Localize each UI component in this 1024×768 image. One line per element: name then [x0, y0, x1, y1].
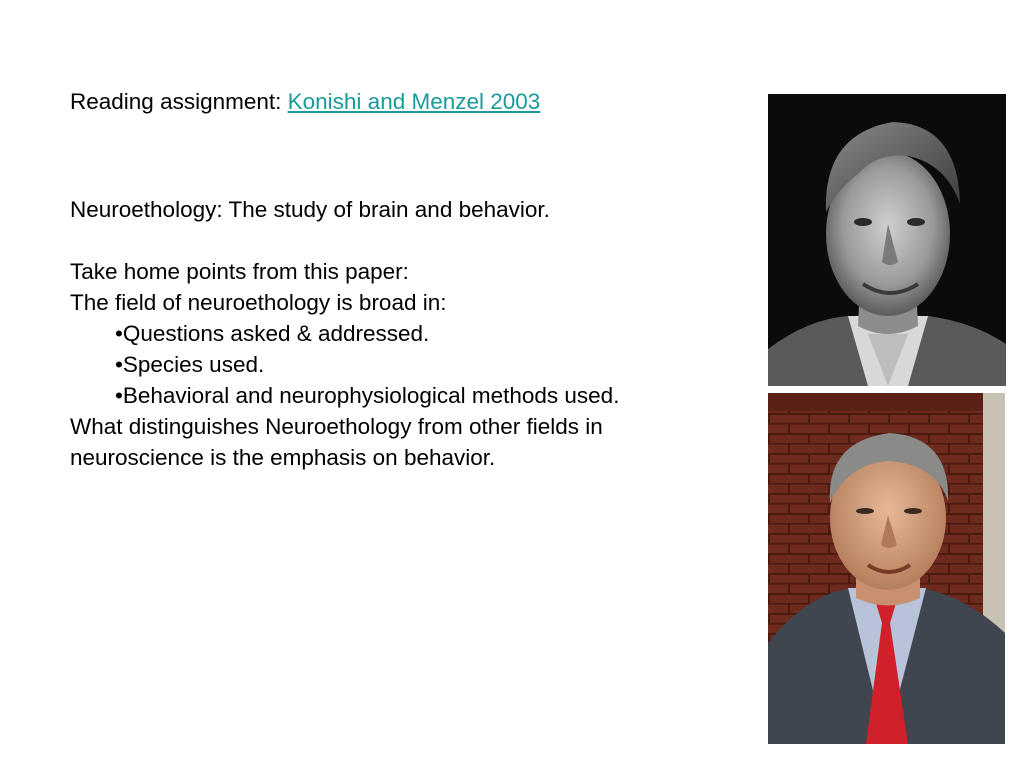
- conclusion-line-2: neuroscience is the emphasis on behavior.: [70, 445, 496, 470]
- portrait-bottom-illustration: [768, 393, 1005, 744]
- portrait-photo-bottom: [768, 393, 1005, 744]
- definition-line: Neuroethology: The study of brain and behavior.: [70, 197, 550, 222]
- broad-intro: The field of neuroethology is broad in:: [70, 290, 447, 315]
- reading-assignment-line: [70, 86, 750, 117]
- bullet-item-species: •Species used.: [115, 352, 265, 377]
- bullet-item-methods: •Behavioral and neurophysiological methods used.: [115, 383, 620, 408]
- reading-assignment-label: Reading assignment:: [70, 89, 288, 114]
- conclusion-line-1: What distinguishes Neuroethology from other fields in: [70, 414, 603, 439]
- bullet-item-questions: •Questions asked & addressed.: [115, 321, 430, 346]
- paper-link[interactable]: Konishi and Menzel 2003: [287, 89, 541, 114]
- slide-text: [70, 86, 750, 473]
- points-heading: Take home points from this paper:: [70, 259, 409, 284]
- spacer: [70, 117, 750, 194]
- spacer: [70, 225, 750, 256]
- portrait-photo-top: [768, 94, 1006, 386]
- portrait-top-illustration: [768, 94, 1006, 386]
